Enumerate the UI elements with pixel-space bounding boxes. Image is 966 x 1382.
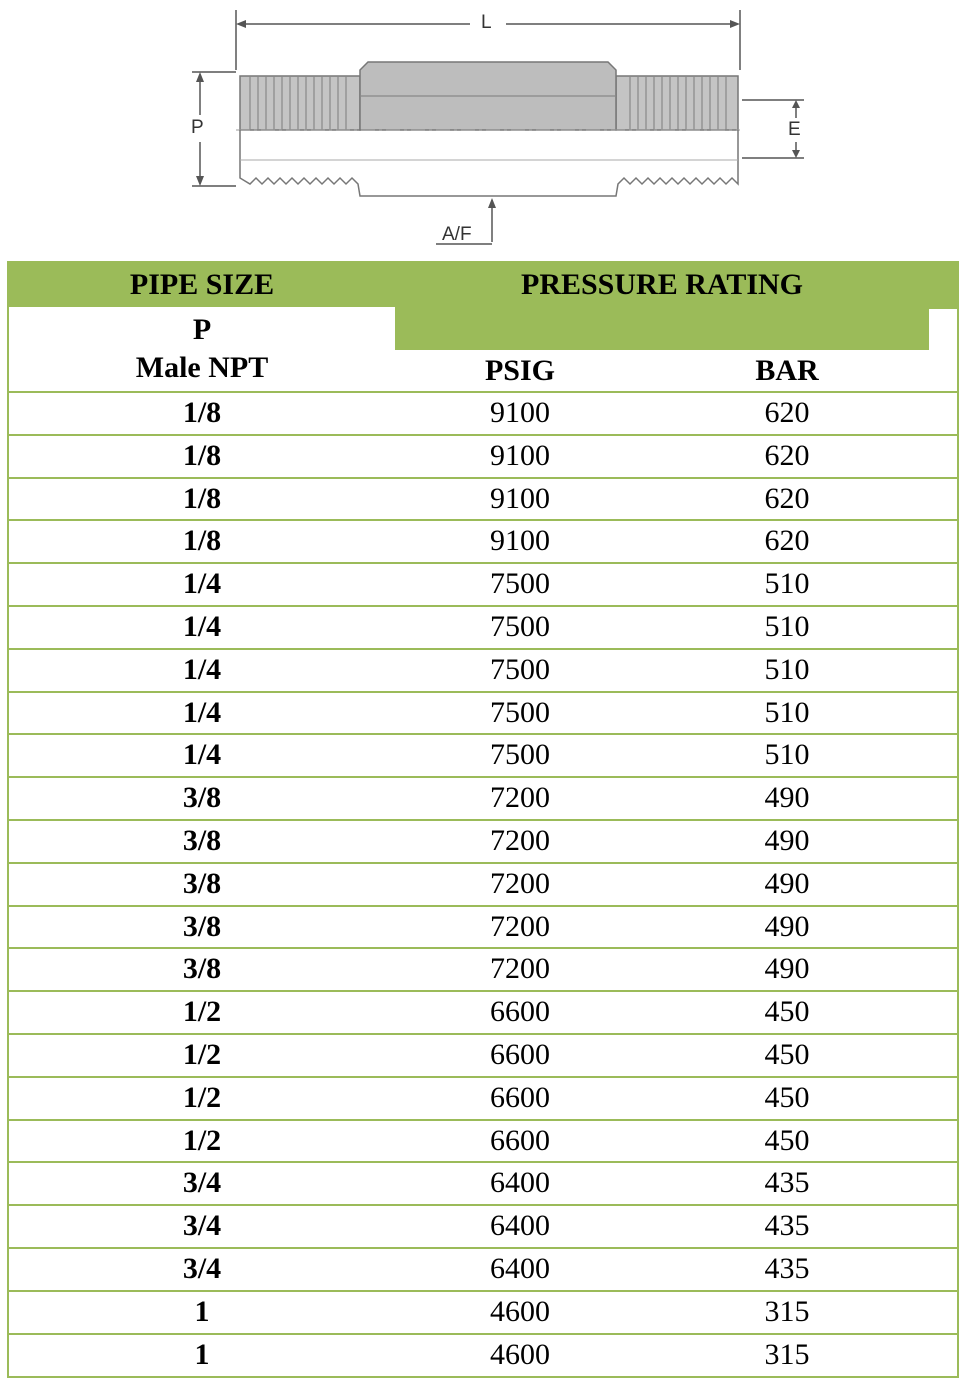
table-row bbox=[9, 648, 957, 691]
psig-cell: 7200 bbox=[490, 781, 550, 815]
bar-cell: 620 bbox=[764, 396, 810, 429]
pipe-size-cell: 1/8 bbox=[182, 524, 222, 558]
psig-cell: 6600 bbox=[490, 1037, 550, 1071]
pipe-size-cell: 1/2 bbox=[182, 1123, 222, 1157]
pipe-size-cell: 3/8 bbox=[182, 952, 222, 986]
pipe-size-cell: 1 bbox=[194, 1337, 210, 1371]
bar-cell: 510 bbox=[764, 609, 810, 643]
psig-cell: 7500 bbox=[490, 695, 550, 729]
psig-cell: 6600 bbox=[490, 995, 550, 1029]
table-row bbox=[9, 862, 957, 905]
table-row bbox=[9, 1033, 957, 1076]
table-row bbox=[9, 562, 957, 605]
psig-cell: 7200 bbox=[490, 823, 550, 857]
bar-cell: 490 bbox=[764, 952, 810, 986]
bar-cell: 450 bbox=[764, 1037, 810, 1071]
table-row bbox=[9, 1247, 957, 1290]
bar-cell: 490 bbox=[764, 781, 810, 815]
male-npt-subheader: Male NPT bbox=[135, 351, 269, 384]
bar-cell: 450 bbox=[764, 1080, 810, 1114]
pipe-size-cell: 1/8 bbox=[182, 396, 222, 429]
length-label: L bbox=[481, 12, 492, 33]
table-row bbox=[9, 1161, 957, 1204]
table-body bbox=[9, 391, 957, 1375]
end-label: E bbox=[788, 119, 801, 140]
psig-cell: 6400 bbox=[490, 1166, 550, 1200]
pipe-size-cell: 3/8 bbox=[182, 823, 222, 857]
psig-cell: 9100 bbox=[490, 524, 550, 558]
table-row bbox=[9, 691, 957, 734]
bar-cell: 435 bbox=[764, 1209, 810, 1243]
bar-cell: 510 bbox=[764, 738, 810, 772]
p-subheader: P bbox=[192, 313, 212, 346]
bar-cell: 490 bbox=[764, 823, 810, 857]
pipe-size-cell: 1/4 bbox=[182, 609, 222, 643]
psig-cell: 9100 bbox=[490, 481, 550, 515]
table-row bbox=[9, 1290, 957, 1333]
pipe-size-cell: 1/4 bbox=[182, 567, 222, 601]
table-row bbox=[9, 990, 957, 1033]
table-row bbox=[9, 1333, 957, 1376]
psig-cell: 6600 bbox=[490, 1080, 550, 1114]
bar-cell: 450 bbox=[764, 995, 810, 1029]
bar-header: BAR bbox=[755, 354, 819, 387]
bar-cell: 435 bbox=[764, 1166, 810, 1200]
psig-cell: 4600 bbox=[490, 1294, 550, 1328]
table-row bbox=[9, 391, 957, 434]
table-row bbox=[9, 605, 957, 648]
pipe-label: P bbox=[191, 117, 204, 138]
pipe-size-cell: 1/2 bbox=[182, 1080, 222, 1114]
table-row bbox=[9, 947, 957, 990]
bar-cell: 435 bbox=[764, 1251, 810, 1285]
pipe-size-cell: 1/8 bbox=[182, 438, 222, 472]
bar-cell: 620 bbox=[764, 524, 810, 558]
bar-cell: 620 bbox=[764, 481, 810, 515]
table-row bbox=[9, 1076, 957, 1119]
pressure-rating-table bbox=[7, 261, 959, 1378]
table-row bbox=[9, 1119, 957, 1162]
bar-cell: 490 bbox=[764, 866, 810, 900]
technical-drawing-svg bbox=[0, 0, 966, 258]
table-row bbox=[9, 905, 957, 948]
header-notch bbox=[929, 307, 957, 350]
bar-cell: 510 bbox=[764, 567, 810, 601]
pipe-size-cell: 1 bbox=[194, 1294, 210, 1328]
table-row bbox=[9, 733, 957, 776]
psig-cell: 7500 bbox=[490, 609, 550, 643]
bar-cell: 490 bbox=[764, 909, 810, 943]
psig-cell: 4600 bbox=[490, 1337, 550, 1371]
bar-cell: 450 bbox=[764, 1123, 810, 1157]
pipe-nipple-drawing bbox=[0, 0, 966, 258]
psig-cell: 7500 bbox=[490, 652, 550, 686]
pipe-size-cell: 1/2 bbox=[182, 995, 222, 1029]
pipe-size-cell: 3/4 bbox=[182, 1166, 222, 1200]
pipe-size-cell: 3/4 bbox=[182, 1209, 222, 1243]
table-row bbox=[9, 477, 957, 520]
table-row bbox=[9, 434, 957, 477]
pipe-size-cell: 1/4 bbox=[182, 695, 222, 729]
psig-cell: 6400 bbox=[490, 1251, 550, 1285]
psig-cell: 7500 bbox=[490, 738, 550, 772]
pipe-size-cell: 3/8 bbox=[182, 866, 222, 900]
bar-cell: 315 bbox=[764, 1337, 810, 1371]
psig-cell: 7200 bbox=[490, 866, 550, 900]
psig-cell: 9100 bbox=[490, 396, 550, 429]
pipe-size-cell: 1/4 bbox=[182, 738, 222, 772]
pipe-size-cell: 3/8 bbox=[182, 781, 222, 815]
pipe-size-cell: 1/8 bbox=[182, 481, 222, 515]
pressure-rating-header: PRESSURE RATING bbox=[521, 268, 803, 301]
pipe-size-header: PIPE SIZE bbox=[129, 268, 275, 301]
psig-cell: 7200 bbox=[490, 909, 550, 943]
table-row bbox=[9, 819, 957, 862]
psig-cell: 7200 bbox=[490, 952, 550, 986]
psig-header: PSIG bbox=[484, 354, 556, 387]
pipe-size-cell: 3/4 bbox=[182, 1251, 222, 1285]
across-flats-label: A/F bbox=[442, 224, 472, 245]
bar-cell: 510 bbox=[764, 652, 810, 686]
pipe-size-cell: 1/4 bbox=[182, 652, 222, 686]
pipe-size-cell: 1/2 bbox=[182, 1037, 222, 1071]
psig-cell: 6600 bbox=[490, 1123, 550, 1157]
psig-cell: 6400 bbox=[490, 1209, 550, 1243]
bar-cell: 510 bbox=[764, 695, 810, 729]
bar-cell: 620 bbox=[764, 438, 810, 472]
bar-cell: 315 bbox=[764, 1294, 810, 1328]
table-row bbox=[9, 1204, 957, 1247]
pipe-size-cell: 3/8 bbox=[182, 909, 222, 943]
psig-cell: 7500 bbox=[490, 567, 550, 601]
psig-cell: 9100 bbox=[490, 438, 550, 472]
header-band-pressure bbox=[395, 307, 929, 350]
table-row bbox=[9, 519, 957, 562]
table-row bbox=[9, 776, 957, 819]
